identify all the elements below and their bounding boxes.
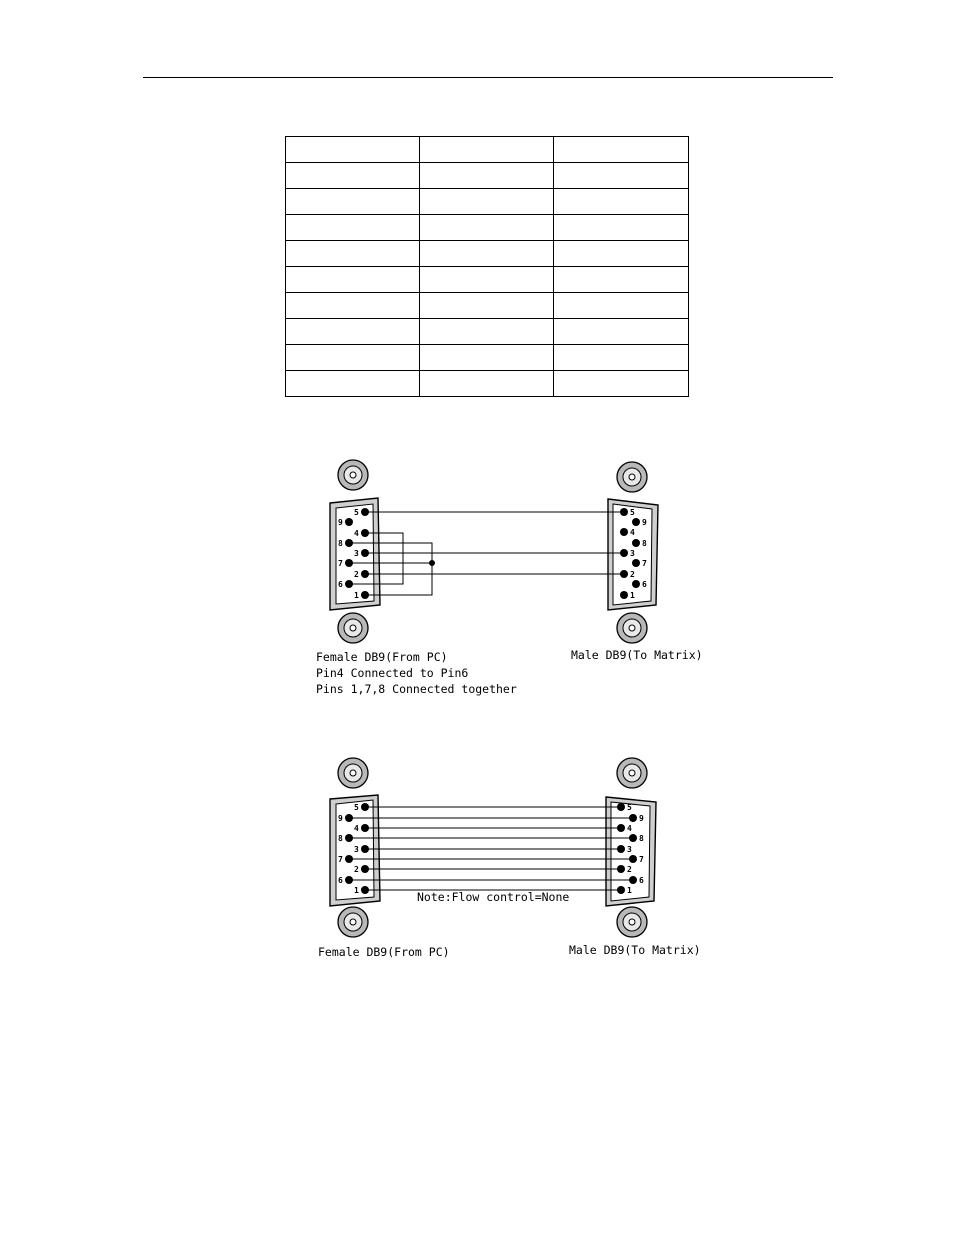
pin-label: 9 (338, 518, 343, 527)
table-cell (554, 189, 689, 215)
header-rule (143, 77, 833, 78)
pin-label: 3 (627, 845, 632, 854)
table-cell (554, 241, 689, 267)
table-row (286, 319, 689, 345)
table-cell (286, 293, 420, 319)
note-pins-together: Pins 1,7,8 Connected together (316, 682, 517, 696)
pin-label: 4 (627, 824, 632, 833)
pin-dot (620, 528, 628, 536)
pin-label: 2 (630, 570, 635, 579)
table-cell (286, 345, 420, 371)
pin-label: 4 (354, 824, 359, 833)
table-row (286, 267, 689, 293)
pin-label: 6 (639, 876, 644, 885)
table-cell (420, 241, 554, 267)
table-cell (420, 319, 554, 345)
pin-label: 7 (338, 855, 343, 864)
pin-dot (345, 518, 353, 526)
pin-label: 3 (354, 845, 359, 854)
table-row (286, 137, 689, 163)
pin-label: 6 (338, 876, 343, 885)
table-row (286, 371, 689, 397)
pin-label: 5 (630, 508, 635, 517)
pin-dot (632, 559, 640, 567)
table-cell (420, 371, 554, 397)
pin-label: 8 (338, 834, 343, 843)
pin-label: 3 (354, 549, 359, 558)
table-cell (554, 345, 689, 371)
table-row (286, 163, 689, 189)
pin-dot (632, 539, 640, 547)
pin-dot (632, 580, 640, 588)
pin-label: 6 (338, 580, 343, 589)
table-cell (286, 163, 420, 189)
flow-control-note: Note:Flow control=None (417, 890, 570, 904)
table-cell (420, 163, 554, 189)
table-cell (554, 215, 689, 241)
male-caption: Male DB9(To Matrix) (571, 648, 703, 662)
table-cell (554, 371, 689, 397)
pin-label: 7 (642, 559, 647, 568)
table-cell (554, 267, 689, 293)
table-cell (420, 137, 554, 163)
pin-label: 1 (627, 886, 632, 895)
pin-label: 5 (354, 803, 359, 812)
table-row (286, 189, 689, 215)
table-cell (554, 137, 689, 163)
table-cell (286, 371, 420, 397)
male-caption: Male DB9(To Matrix) (569, 943, 701, 957)
pin-label: 8 (338, 539, 343, 548)
pin-table (285, 136, 689, 397)
table-row (286, 241, 689, 267)
pin-label: 7 (338, 559, 343, 568)
table-cell (554, 293, 689, 319)
table-cell (286, 319, 420, 345)
table-cell (286, 215, 420, 241)
table-cell (420, 189, 554, 215)
pin-label: 2 (354, 570, 359, 579)
table-row (286, 293, 689, 319)
table-cell (420, 215, 554, 241)
table-cell (286, 267, 420, 293)
table-cell (420, 293, 554, 319)
table-cell (420, 345, 554, 371)
pin-label: 1 (354, 886, 359, 895)
table-row (286, 215, 689, 241)
female-caption: Female DB9(From PC) (316, 650, 448, 664)
table-cell (420, 267, 554, 293)
wiring-diagram-1 (0, 455, 954, 705)
pin-label: 2 (354, 865, 359, 874)
pin-label: 9 (642, 518, 647, 527)
pin-dot (620, 591, 628, 599)
female-caption: Female DB9(From PC) (318, 945, 450, 959)
wiring-diagram-2 (0, 755, 954, 970)
pin-label: 3 (630, 549, 635, 558)
pin-dot (632, 518, 640, 526)
pin-label: 5 (354, 508, 359, 517)
pin-label: 1 (630, 591, 635, 600)
table-cell (286, 137, 420, 163)
pin-label: 6 (642, 580, 647, 589)
pin-label: 9 (639, 814, 644, 823)
pin-label: 8 (642, 539, 647, 548)
pin-label: 1 (354, 591, 359, 600)
wires (349, 807, 633, 890)
wires (349, 512, 624, 595)
pin-label: 7 (639, 855, 644, 864)
pin-label: 8 (639, 834, 644, 843)
note-pin4-pin6: Pin4 Connected to Pin6 (316, 666, 469, 680)
pin-label: 4 (630, 528, 635, 537)
table-cell (286, 241, 420, 267)
table-cell (286, 189, 420, 215)
table-row (286, 345, 689, 371)
pin-label: 9 (338, 814, 343, 823)
pin-label: 2 (627, 865, 632, 874)
table-cell (554, 163, 689, 189)
pin-label: 4 (354, 529, 359, 538)
pin-label: 5 (627, 803, 632, 812)
table-cell (554, 319, 689, 345)
